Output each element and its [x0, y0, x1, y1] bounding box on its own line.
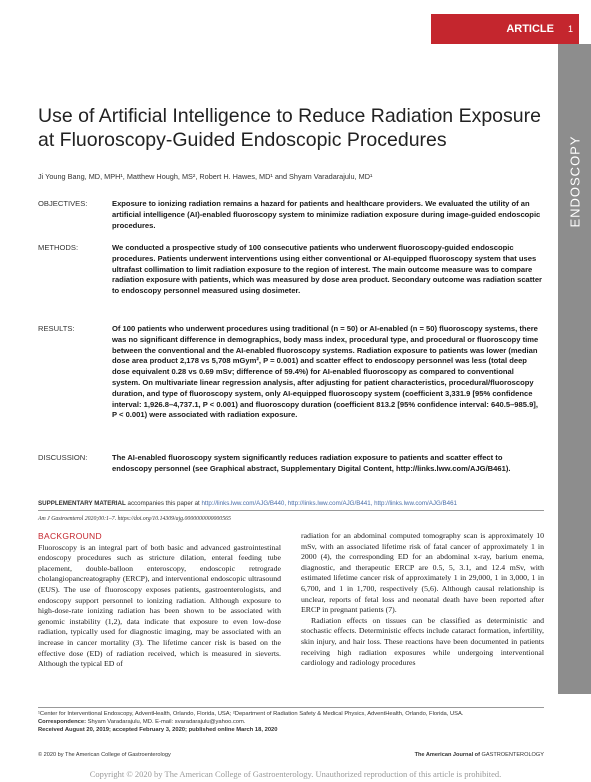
footer-journal — [415, 752, 544, 758]
correspondence-label: Correspondence: — [38, 719, 86, 726]
body-column-right — [301, 531, 544, 669]
results-text: Of 100 patients who underwent procedures using traditional (n = 50) or AI-enabled (n = 50) fluoroscopy systems, there was no significant difference in demographics, body mass index, procedural type, and procedural or fluoroscopy time between the conventional and the AI-enabled fluoroscopy systems. Radiation exposure to patients was lower (median dose area product 2,178 vs 5,708 mGym², P = 0.001) and scatter effect to endoscopy personnel was less (total deep dose equivalent 0.28 vs 0.69 mSv; difference of 59.4%) for AI-enabled fluoroscopy as compared to conventional system. On multivariate linear regression analysis, after adjusting for patient characteristics, procedural/fluoroscopy duration, and type of fluoroscopy system, only AI-equipped fluoroscopy system (coefficient 3,331.9 [95% confidence interval: 1,926.8–4,737.1, P < 0.001) and fluoroscopy duration (coefficient 813.2 [95% confidence interval: 640.5–985.9], P < 0.001) were associated with radiation exposure. — [112, 324, 539, 420]
results-label: RESULTS: — [38, 324, 75, 333]
body-paragraph-1: radiation for an abdominal computed tomography scan is approximately 10 mSv, with an associated lifetime risk of fatal cancer of approximately 1 in 2000 (4), the corresponding ED for an abdominal x-ray, barium enema, diagnostic, and therapeutic ERCP are 0.5, 5, 3.1, and 12.4 mSv, with estimated lifetime cancer risk of approximately 1 in 29,000, 1 in 3,000, 1 in 6,700, and 1 in 1,700, respectively (5,6). Although causal relationship is unclear, reports of fetal loss and neonatal death have been reported after ERCP in pregnant patients (7). — [301, 531, 544, 615]
received-dates — [38, 726, 544, 734]
journal-citation: Am J Gastroenterol 2020;00:1–7. https://doi.org/10.14309/ajg.0000000000000565 — [38, 516, 231, 522]
article-tag-label: ARTICLE — [506, 23, 554, 35]
divider — [38, 510, 544, 511]
abstract-objectives — [38, 199, 544, 231]
page-number: 1 — [567, 24, 573, 34]
footnote-divider — [38, 707, 544, 708]
methods-label: METHODS: — [38, 243, 79, 252]
discussion-label: DISCUSSION: — [38, 453, 88, 462]
footnotes — [38, 710, 544, 735]
footer-copyright: © 2020 by The American College of Gastroenterology — [38, 752, 171, 758]
objectives-text: Exposure to ionizing radiation remains a hazard for patients and healthcare providers. We evaluated the utility of an artificial intelligence (AI)-enabled fluoroscopy system to minimize radiation exposure during image-guided endoscopic procedures. — [112, 199, 541, 230]
background-heading: BACKGROUND — [38, 531, 102, 541]
article-title: Use of Artificial Intelligence to Reduce Radiation Exposure at Fluoroscopy-Guided Endoscopic Procedures — [38, 105, 541, 151]
background-paragraph: Fluoroscopy is an integral part of both basic and advanced gastrointestinal endoscopy procedures such as stricture dilation, enteral feeding tube placement, double-balloon enteroscopy, endoscopic retrograde cholangiopancreatography (ERCP), and interventional endoscopic ultrasound (EUS). The use of fluoroscopy exposes patients, gastroenterologists, and endoscopy support personnel to ionizing radiation. Although exposure to high-dose-rate ionizing radiation has been shown to be associated with genomic instability (1,2), data indicate that exposure to even low-dose radiation, typically used for diagnostic imaging, may be associated with an increase in cancer mortality (3). The lifetime cancer risk is based on the effective dose (ED) of radiation received, which is measured in sieverts. Although the typical ED of — [38, 542, 281, 669]
body-column-left — [38, 531, 281, 670]
supplementary-material-line — [38, 500, 544, 507]
discussion-text: The AI-enabled fluoroscopy system significantly reduces radiation exposure to patients and scatter effect to endoscopy personnel (see Graphical abstract, Supplementary Digital Content, http://links.lww.com/AJG/B461). — [112, 453, 511, 473]
journal-prefix: The American Journal of — [414, 752, 482, 758]
author-list: Ji Young Bang, MD, MPH¹, Matthew Hough, MS², Robert H. Hawes, MD¹ and Shyam Varadarajulu, MD¹ — [38, 172, 373, 181]
abstract-discussion — [38, 453, 544, 475]
top-header — [0, 14, 591, 44]
article-tag — [431, 14, 579, 44]
page-footer — [38, 752, 544, 758]
correspondence — [38, 718, 544, 726]
methods-text: We conducted a prospective study of 100 consecutive patients who underwent fluoroscopy-guided endoscopic procedures. Patients underwent interventions using either conventional or AI-equipped fluoroscopy system that uses ultrafast collimation to limit radiation exposure to the region of interest. The main outcome measure was to compare radiation exposure with patients, which was measured by dose area product. Secondary outcome was radiation scatter to endoscopy personnel measured using dosimeter. — [112, 243, 543, 296]
correspondence-text: Shyam Varadarajulu, MD. E-mail: svaradarajulu@yahoo.com. — [86, 719, 246, 726]
affiliations: ¹Center for Interventional Endoscopy, AdventHealth, Orlando, Florida, USA; ²Department of Radiation Safety & Medical Physics, AdventHealth, Orlando, Florida, USA. — [38, 711, 464, 717]
section-label: ENDOSCOPY — [567, 135, 582, 228]
abstract-methods — [38, 243, 544, 297]
abstract-results — [38, 324, 544, 421]
body-paragraph-2: Radiation effects on tissues can be classified as deterministic and stochastic effects. Deterministic effects include cataract formation, infertility, skin injury, and hair loss. These reactions have been documented in patients receiving high radiation exposures while undergoing interventional cardiology and radiology procedures — [301, 615, 544, 668]
supplementary-links[interactable]: http://links.lww.com/AJG/B440, http://links.lww.com/AJG/B441, http://links.lww.com/AJG/B461 — [201, 500, 457, 507]
supplementary-text: accompanies this paper at — [125, 500, 202, 507]
copyright-notice: Copyright © 2020 by The American College of Gastroenterology. Unauthorized reproduction of this article is prohibited. — [89, 769, 502, 779]
journal-name: GASTROENTEROLOGY — [481, 752, 544, 758]
objectives-label: OBJECTIVES: — [38, 199, 88, 208]
supplementary-label: SUPPLEMENTARY MATERIAL — [38, 500, 126, 507]
received-text: Received August 20, 2019; accepted February 3, 2020; published online March 18, 2020 — [38, 727, 278, 734]
section-sidebar — [558, 44, 591, 694]
